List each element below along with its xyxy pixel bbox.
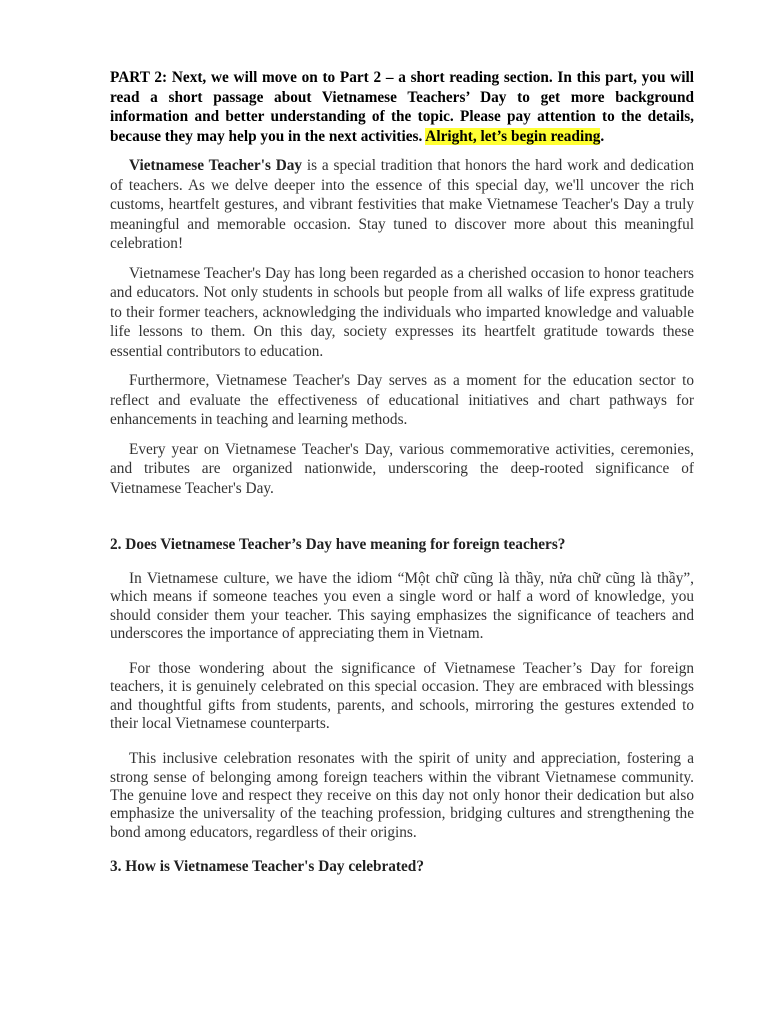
intro-text: PART 2: Next, we will move on to Part 2 – a short reading section. In this part, you will read a short passage about Vietnamese Teachers’ Day to get more background information and better understanding of the topic. Please pay attention to the details, because they may help you in the next activities. [110, 69, 694, 145]
paragraph-intro [110, 156, 694, 254]
paragraph-cherished-occasion: Vietnamese Teacher's Day has long been regarded as a cherished occasion to honor teachers and educators. Not only students in schools but people from all walks of life express gratitude to their former teachers, acknowledging the individuals who imparted knowledge and valuable life lessons to them. On this day, society expresses its heartfelt gratitude towards these essential contributors to education. [110, 264, 694, 360]
paragraph-foreign-teachers: For those wondering about the significance of Vietnamese Teacher’s Day for foreign teachers, it is genuinely celebrated on this special occasion. They are embraced with blessings and thoughtful gifts from students, parents, and schools, mirroring the gestures extended to their local Vietnamese counterparts. [110, 660, 694, 733]
paragraph-idiom: In Vietnamese culture, we have the idiom “Một chữ cũng là thầy, nửa chữ cũng là thầy”, which means if someone teaches you even a single word or half a word of knowledge, you should consider them your teacher. This saying emphasizes the significance of teachers and underscores the importance of appreciating them in Vietnam. [110, 570, 694, 642]
part2-intro [110, 68, 694, 146]
section-heading-celebration: 3. How is Vietnamese Teacher's Day celebrated? [110, 857, 424, 875]
paragraph-education-sector: Furthermore, Vietnamese Teacher's Day serves as a moment for the education sector to reflect and evaluate the effectiveness of educational initiatives and chart pathways for enhancements in teaching and learning methods. [110, 372, 694, 428]
bold-lead: Vietnamese Teacher's Day [129, 157, 303, 174]
highlighted-text: Alright, let’s begin reading [425, 127, 601, 145]
paragraph-commemorative-activities: Every year on Vietnamese Teacher's Day, various commemorative activities, ceremonies, and tributes are organized nationwide, underscoring the deep-rooted significance of Vietnamese Teacher's Day. [110, 440, 694, 497]
document-page [110, 68, 694, 876]
paragraph-inclusive-celebration: This inclusive celebration resonates with the spirit of unity and appreciation, fostering a strong sense of belonging among foreign teachers within the vibrant Vietnamese community. The genuine love and respect they receive on this day not only honor their dedication but also emphasize the universality of the teaching profession, bridging cultures and strengthening the bond among educators, regardless of their origins. [110, 750, 694, 841]
intro-end: . [600, 127, 605, 145]
section-heading-foreign-teachers: 2. Does Vietnamese Teacher’s Day have meaning for foreign teachers? [110, 536, 566, 553]
paragraph-text: is a special tradition that honors the hard work and dedication of teachers. As we delve deeper into the essence of this special day, we'll uncover the rich customs, heartfelt gestures, and vibrant festivities that make Vietnamese Teacher's Day a truly meaningful and memorable occasion. Stay tuned to discover more about this meaningful celebration! [110, 157, 694, 252]
